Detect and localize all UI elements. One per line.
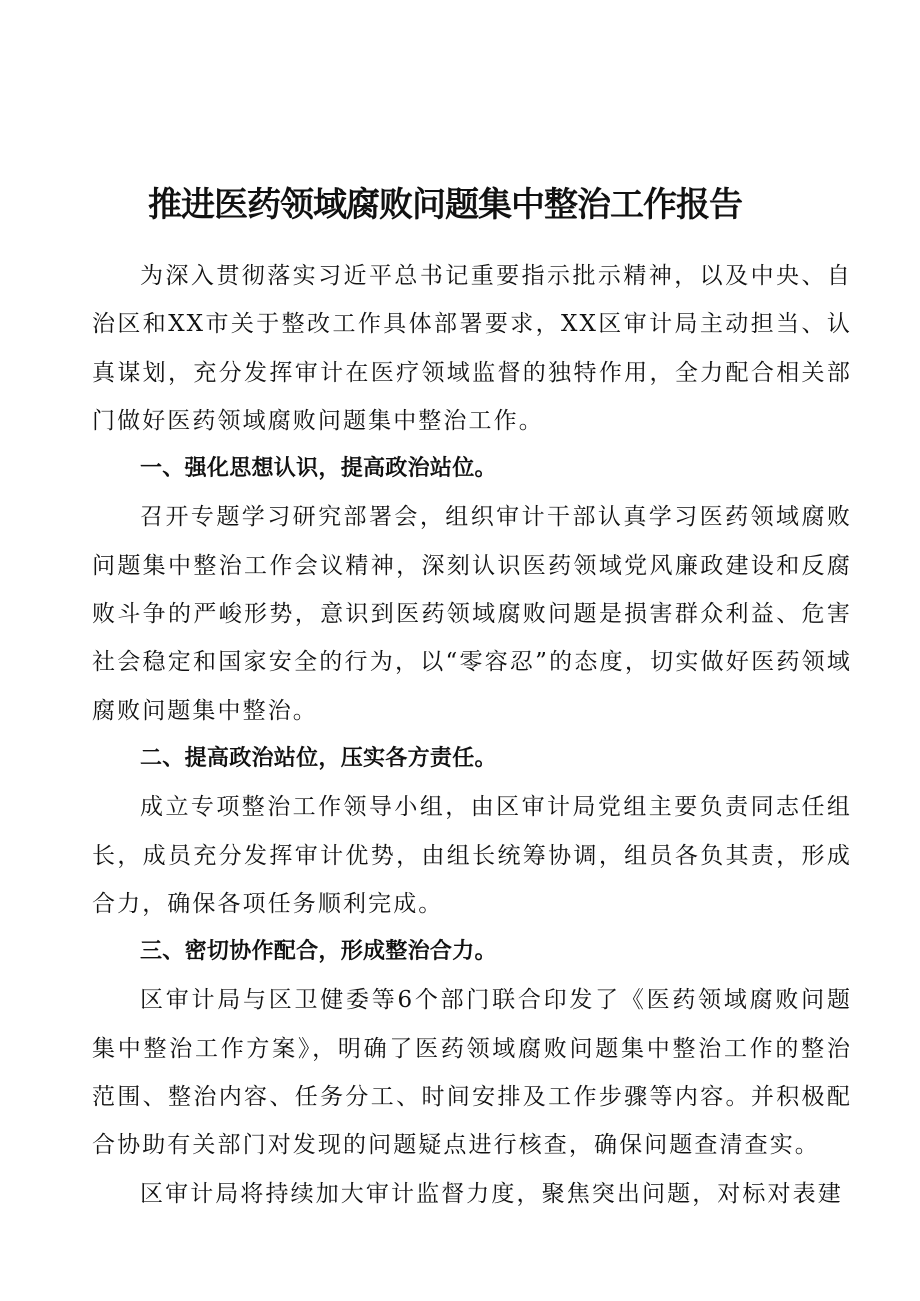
document-body — [92, 252, 852, 1218]
section-body-3: 区审计局与区卫健委等6个部门联合印发了《医药领域腐败问题集中整治工作方案》，明确了医药领域腐败问题集中整治工作的整治范围、整治内容、任务分工、时间安排及工作步骤等内容。并积极配合协助有关部门对发现的问题疑点进行核查，确保问题查清查实。 — [92, 987, 852, 1159]
section-heading-1: 一、强化思想认识，提高政治站位。 — [140, 456, 497, 482]
section-heading-2: 二、提高政治站位，压实各方责任。 — [140, 745, 497, 771]
section-heading-3: 三、密切协作配合，形成整治合力。 — [140, 939, 497, 965]
intro-paragraph: 为深入贯彻落实习近平总书记重要指示批示精神，以及中央、自治区和XX市关于整改工作具体部署要求，XX区审计局主动担当、认真谋划，充分发挥审计在医疗领域监督的独特作用，全力配合相关部门做好医药领域腐败问题集中整治工作。 — [92, 263, 852, 434]
section-body-2: 成立专项整治工作领导小组，由区审计局党组主要负责同志任组长，成员充分发挥审计优势，由组长统筹协调，组员各负其责，形成合力，确保各项任务顺利完成。 — [92, 794, 852, 917]
document-title: 推进医药领域腐败问题集中整治工作报告 — [148, 184, 742, 225]
section-body-1: 召开专题学习研究部署会，组织审计干部认真学习医药领域腐败问题集中整治工作会议精神，深刻认识医药领域党风廉政建设和反腐败斗争的严峻形势，意识到医药领域腐败问题是损害群众利益、危害社会稳定和国家安全的行为，以“零容忍”的态度，切实做好医药领域腐败问题集中整治。 — [92, 504, 852, 724]
closing-paragraph: 区审计局将持续加大审计监督力度，聚焦突出问题，对标对表建 — [140, 1180, 843, 1207]
